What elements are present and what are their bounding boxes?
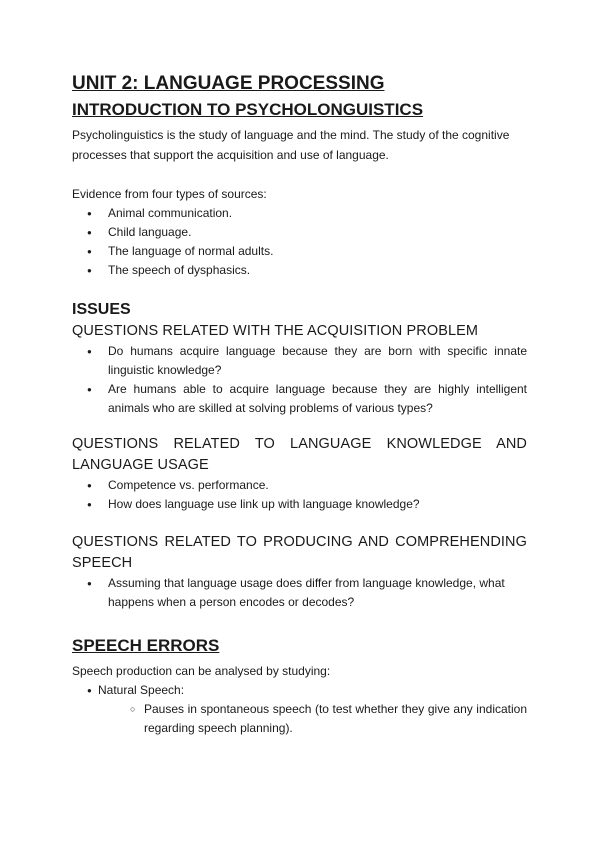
producing-list — [72, 574, 527, 612]
list-item: ● How does language use link up with language knowledge? — [72, 495, 527, 514]
list-item: ● Assuming that language usage does differ from language knowledge, what happens when a person encodes or decodes? — [72, 574, 527, 612]
list-item: ● Child language. — [72, 223, 527, 242]
issues-heading: ISSUES — [72, 301, 131, 318]
producing-heading-line2: SPEECH — [72, 555, 133, 571]
knowledge-heading-line2: LANGUAGE USAGE — [72, 457, 209, 473]
speech-errors-heading: SPEECH ERRORS — [72, 636, 220, 655]
intro-heading: INTRODUCTION TO PSYCHOLONGUISTICS — [72, 100, 424, 119]
acquisition-heading: QUESTIONS RELATED WITH THE ACQUISITION PROBLEM — [72, 323, 479, 339]
list-item: ● Animal communication. — [72, 204, 527, 223]
intro-paragraph: Psycholinguistics is the study of language and the mind. The study of the cognitive processes that support the acquisition and use of language. — [72, 128, 510, 162]
list-item: ● The language of normal adults. — [72, 242, 527, 261]
list-item: ● Do humans acquire language because they are born with specific innate linguistic knowledge? — [72, 342, 527, 380]
list-item: ● The speech of dysphasics. — [72, 261, 527, 280]
producing-heading-line1: QUESTIONS RELATED TO PRODUCING AND COMPREHENDING — [72, 534, 527, 550]
document-page — [72, 72, 527, 738]
speech-errors-list — [72, 681, 527, 738]
list-item: ○ Pauses in spontaneous speech (to test whether they give any indication regarding speech planning). — [72, 700, 527, 738]
knowledge-heading-line1: QUESTIONS RELATED TO LANGUAGE KNOWLEDGE AND — [72, 436, 527, 452]
speech-errors-intro: Speech production can be analysed by studying: — [72, 664, 331, 678]
sources-list — [72, 204, 527, 280]
list-item: ● Competence vs. performance. — [72, 476, 527, 495]
acquisition-list — [72, 342, 527, 418]
evidence-label: Evidence from four types of sources: — [72, 187, 267, 201]
unit-title: UNIT 2: LANGUAGE PROCESSING — [72, 73, 385, 94]
list-item: ● Are humans able to acquire language because they are highly intelligent animals who are skilled at solving problems of various types? — [72, 380, 527, 418]
list-item: ● Natural Speech: — [72, 681, 527, 700]
knowledge-list — [72, 476, 527, 514]
